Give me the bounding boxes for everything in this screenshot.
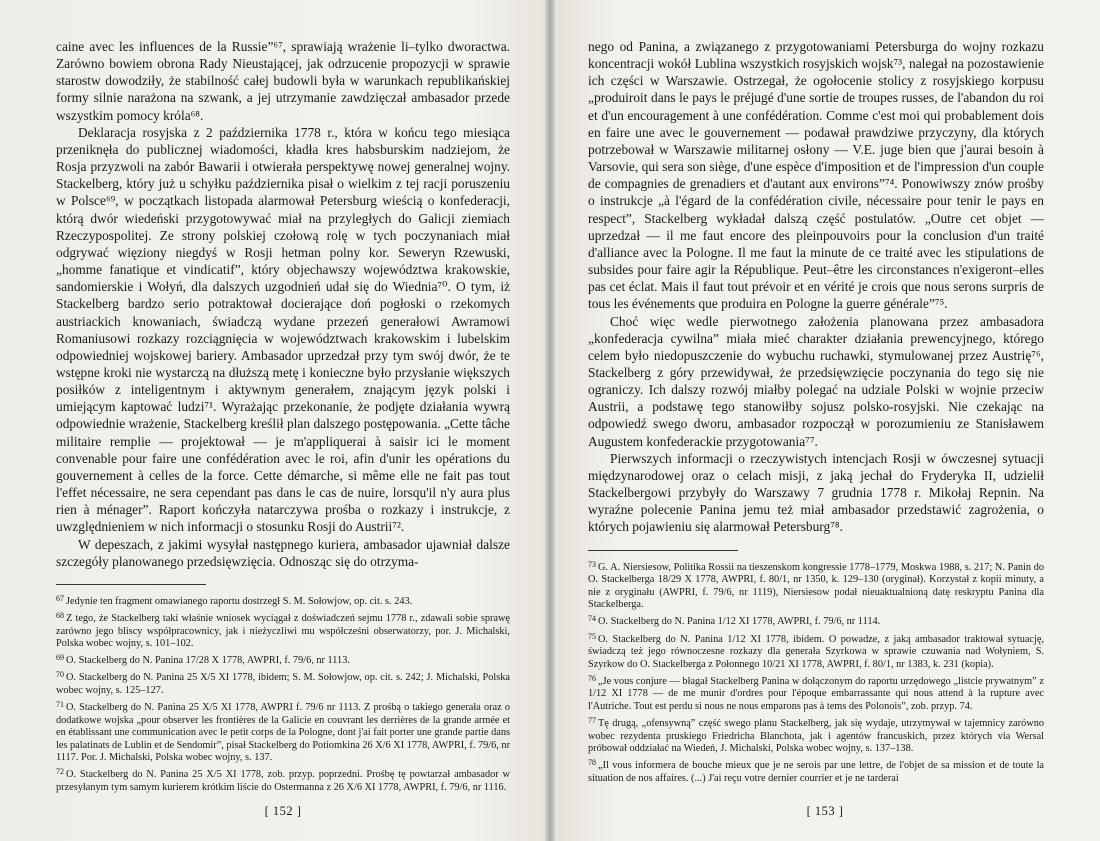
footnote <box>56 652 510 668</box>
right-footnotes <box>588 559 1044 786</box>
footnote <box>56 766 510 794</box>
body-paragraph: Deklaracja rosyjska z 2 października 1778 r., która w końcu tego miesiąca przeniknęła do publicznej wiadomości, kładła kres habsburskim nadziejom, że Rosja przyzwoli na zabór Bawarii i otwierała perspektywę nowej generalnej wojny. Stackelberg, który już u schyłku października pisał o wielkim z tej racji poruszeniu w Polsce⁶⁹, w początkach listopada alarmował Petersburg wieścią o konfederacji, którą dwór wiedeński przygotowywać miał na przyległych do Galicji ziemiach Rzeczypospolitej. Ze strony polskiej czołową rolę w tych poczynaniach miał odgrywać więziony niegdyś w Rosji hetman polny kor. Seweryn Rzewuski, „homme fanatique et vindicatif”, który objechawszy województwa krakowskie, sandomierskie i Wołyń, dla dalszych uzgodnień udał się do Wiednia⁷⁰. O tym, iż Stackelberg bardzo serio potraktował docierające doń pogłoski o rzekomych austriackich knowaniach, świadczą wydane przezeń generałowi Awramowi Romaniusowi rozkazy rozciągnięcia w województwach krakowskim i lubelskim odpowiedniej wojskowej bariery. Ambasador uprzedzał przy tym swój dwór, że te wstępne kroki nie wystarczą na dłuższą metę i konieczne było przysłanie większych posiłków z inteligentnym i aktywnym generałem, znającym język polski i umiejącym kaptować ludzi⁷¹. Wyrażając przekonanie, że podjęte działania wywrą odpowiednie wrażenie, Stackelberg kreślił plan dalszego postępowania. „Cette tâche militaire remplie — projektował — je m'appliquerai à saisir ici le moment convenable pour faire une confédération avec le roi, afin d'unir les opérations du gouvernement à celles de la force. Cette démarche, si même elle ne fait pas tout l'effet nécessaire, ne sera cependant pas dans le cas de nuire, lorsqu'il n'y aura plus rien à ménager”. Raport kończyła natarczywa prośba o rozkazy i instrukcje, z uwzględnieniem w nich informacji o stosunku Rosji do Austrii⁷². <box>56 124 510 535</box>
body-paragraph: Choć więc wedle pierwotnego założenia planowana przez ambasadora „konfederacja cywilna” miała mieć charakter działania prewencyjnego, którego celem było niedopuszczenie do wybuchu ruchawki, stymulowanej przez Austrię⁷⁶, Stackelberg z góry przewidywał, że przedsięwzięcie poczynania do tego się nie ograniczy. Ich dalszy rozwój miałby polegać na udziale Polski w wojnie przeciw Austrii, a podstawę tego stanowiłby sojusz polsko-rosyjski. Nie czekając na odpowiedź swego dworu, ambasador rozpoczął w porozumieniu ze Stanisławem Augustem konfederackie przygotowania⁷⁷. <box>588 313 1044 449</box>
footnote-number: 69 <box>56 653 64 663</box>
footnote <box>588 673 1044 714</box>
footnote-text: G. A. Niersiesow, Politika Rossii na tieszenskom kongressie 1778–1779, Moskwa 1988, s. 217; N. Panin do O. Stackelberga 18/29 X 1778, AWPRI, f. 80/1, nr 1350, k. 129–130 (oryginał). Korzystał z kopii minuty, a nie z oryginału (AWPRI, f. 79/6, nr 1119), Niersiesow podał nieuaktualnioną datę reskryptu Panina dla Stackelberga. <box>588 561 1044 611</box>
body-paragraph: Pierwszych informacji o rzeczywistych intencjach Rosji w ówczesnej sytuacji międzynarodowej oraz o celach misji, z jaką jechał do Fryderyka II, udzielił Stackelbergowi przybyły do Warszawy 7 grudnia 1778 r. Mikołaj Repnin. Na wyraźne polecenie Panina jemu też miał ambasador przedstawić zagrożenia, o których pojawieniu się alarmował Petersburg⁷⁸. <box>588 450 1044 535</box>
footnote <box>56 699 510 765</box>
footnote <box>56 669 510 697</box>
right-page <box>550 0 1100 841</box>
body-paragraph: caine avec les influences de la Russie”⁶⁷, sprawiają wrażenie li–tylko dworactwa. Zarówno bowiem obrona Rady Nieustającej, jak odrzucenie propozycji w sprawie starostw dowodziły, że stabilność całej budowli była w warunkach republikańskiej formy silnie narażona na szwank, a jej utrzymanie zawdzięczał ambasador przede wszystkim pomocy króla⁶⁸. <box>56 39 510 123</box>
footnote <box>588 613 1044 629</box>
footnote-text: Z tego, że Stackelberg taki właśnie wniosek wyciągał z doświadczeń sejmu 1778 r., zdawali sobie sprawę zarówno jego bliscy współpracownicy, jak i nieżyczliwi mu współcześni obserwatorzy, por. J. Michalski, Polska wobec wojny, s. 101–102. <box>56 612 510 650</box>
footnote-number: 67 <box>56 593 64 603</box>
left-body-text <box>56 38 510 570</box>
footnote-text: „Je vous conjure — błagał Stackelberg Panina w dołączonym do raportu urzędowego „listcie prywatnym” z 1/12 XI 1778 — de me munir d'ordres pour l'époque embarrassante qui nous attend à la rupture avec l'Autriche. Tout est perdu si nous ne nous emparons pas à tems des Polonois”, zob. przyp. 74. <box>588 675 1044 712</box>
footnote-number: 76 <box>588 673 596 683</box>
footnote <box>588 757 1044 785</box>
body-paragraph: nego od Panina, a związanego z przygotowaniami Petersburga do wojny rozkazu koncentracji wokół Lublina wszystkich rosyjskich wojsk⁷³, nalegał na pozostawienie ich części w Warszawie. Ostrzegał, że ogołocenie stolicy z rosyjskiego korpusu „produiroit dans le pays le préjugé d'une sortie de troupes russes, de l'abandon du roi et d'un encouragement à une confédération. Comme c'est moi qui probablement dois en faire une avec le gouvernement — podawał prawdziwe przyczyny, dla których potrzebował w Warszawie militarnej osłony — V.E. juge bien que j'aurai besoin à Varsovie, qui sera son siège, d'une espèce d'imposition et de l'impression d'un couple de compagnies de grenadiers et d'autant aux environs”⁷⁴. Ponowiwszy znów prośby o instrukcje „à l'égard de la confédération civile, nécessaire pour tenir le pays en respect”, Stackelberg wykładał dalszą część postulatów. „Outre cet objet — uprzedzał — il me faut encore des pleinpouvoirs pour la conclusion d'un traité d'alliance avec la Pologne. Il me faut la minute de ce traité avec les stipulations de subsides pour faire agir la République. Peut–être les circonstances n'exigeront–elles pas cet éclat. Mais il faut tout prévoir et en vérité je crois que nous serons surpris de tous les événements que produira en Pologne la guerre générale”⁷⁵. <box>588 39 1044 312</box>
footnote-text: O. Stackelberg do N. Panina 25 X/5 XI 1778, zob. przyp. poprzedni. Prośbę tę powtarzał ambasador w przesyłanym tym samym kurierem krótkim liście do Ostermanna z 26 X/6 XI 1778, AWPRI, f. 79/6, nr 1116. <box>56 769 510 794</box>
footnote-text: O. Stackelberg do N. Panina 17/28 X 1778, AWPRI, f. 79/6, nr 1113. <box>66 655 350 667</box>
left-footnotes <box>56 593 510 795</box>
footnote-number: 68 <box>56 610 64 620</box>
footnote-number: 72 <box>56 767 64 777</box>
right-body-text <box>588 38 1044 536</box>
footnote-text: O. Stackelberg do N. Panina 1/12 XI 1778, ibidem. O powadze, z jaką ambasador traktował sytuację, świadczą też jego równoczesne rozkazy dla generała Szyrkowa w sprawie czuwania nad Wołyniem, S. Szyrkow do O. Stackelberga z Połonnego 10/21 XI 1778, AWPRI, f. 80/1, nr 1383, k. 231 (kopia). <box>588 633 1044 670</box>
footnote-number: 77 <box>588 716 596 726</box>
footnote-text: Jedynie ten fragment omawianego raportu dostrzegł S. M. Sołowjow, op. cit. s. 243. <box>66 595 413 607</box>
footnote-text: O. Stackelberg do N. Panina 25 X/5 XI 1778, AWPRI f. 79/6 nr 1113. Z prośbą o takiego generała oraz o dodatkowe wojska „pour observer les frontières de la Galicie en couvrant les derrières de la grande armée et en établissant une communication avec le petit corps de la Pologne, dont j'ai fait porter une grande partie dans les palatinats de Lublin et de Sendomir”, pisał Stackelberg do Potiomkina 26 X/6 XI 1778, AWPRI, f. 79/6, nr 1117. Por. J. Michalski, Polska wobec wojny, s. 137. <box>56 702 510 764</box>
footnote-number: 70 <box>56 670 64 680</box>
footnote <box>588 559 1044 612</box>
footnote <box>588 715 1044 756</box>
footnote-rule <box>56 584 206 585</box>
footnote-text: „Il vous informera de bouche mieux que je ne serois par une lettre, de l'objet de sa mission et de toute la situation de nos affaires. (...) J'ai reçu votre dernier courrier et je ne tarderai <box>588 760 1044 784</box>
footnote-number: 78 <box>588 758 596 768</box>
footnote <box>588 631 1044 672</box>
footnote-number: 71 <box>56 700 64 709</box>
page-number: [ 152 ] <box>264 804 302 818</box>
left-text-block <box>56 38 510 796</box>
footnote-number: 75 <box>588 631 596 641</box>
book-gutter <box>545 0 555 841</box>
footnote <box>56 593 510 609</box>
body-paragraph: W depeszach, z jakimi wysyłał następnego kuriera, ambasador ujawniał dalsze szczegóły planowanego przedsięwzięcia. Odnosząc się do otrzyma- <box>56 536 510 569</box>
footnote-rule <box>588 550 738 551</box>
footnote-number: 74 <box>588 614 596 624</box>
footnote <box>56 610 510 651</box>
footnote-text: O. Stackelberg do N. Panina 1/12 XI 1778, AWPRI, f. 79/6, nr 1114. <box>598 616 881 628</box>
page-number: [ 153 ] <box>806 804 844 818</box>
footnote-number: 73 <box>588 559 596 569</box>
footnote-text: O. Stackelberg do N. Panina 25 X/5 XI 1778, ibidem; S. M. Sołowjow, op. cit. s. 242; J. Michalski, Polska wobec wojny, s. 125–127. <box>56 672 510 696</box>
footnote-text: Tę drugą, „ofensywną” część swego planu Stackelberg, jak się wydaje, utrzymywał w tajemnicy zarówno wobec rezydenta pruskiego Friedricha Blanchota, jak i agentów francuskich, przez których via Wersal próbował oddziałać na Wiedeń, J. Michalski, Polska wobec wojny, s. 137–138. <box>588 718 1044 755</box>
right-text-block <box>588 38 1044 787</box>
